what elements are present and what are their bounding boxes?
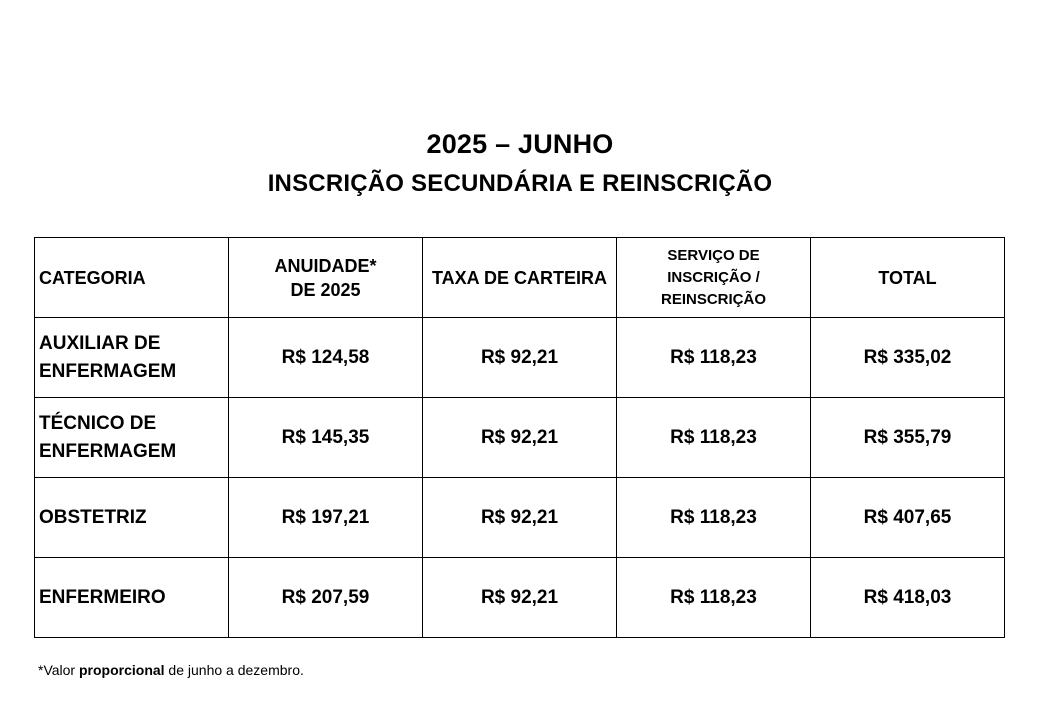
footnote-suffix: de junho a dezembro. xyxy=(164,662,304,678)
table-row xyxy=(35,558,1005,638)
row-category-line1: ENFERMEIRO xyxy=(39,586,166,608)
table-row xyxy=(35,398,1005,478)
row-card-fee: R$ 92,21 xyxy=(423,318,617,398)
table-row xyxy=(35,318,1005,398)
header-annuity-line1: ANUIDADE* xyxy=(274,255,377,276)
row-service: R$ 118,23 xyxy=(617,318,811,398)
header-annuity xyxy=(229,238,423,318)
row-annuity: R$ 207,59 xyxy=(229,558,423,638)
header-card-fee: TAXA DE CARTEIRA xyxy=(423,238,617,318)
row-category-line1: TÉCNICO DE xyxy=(39,412,157,434)
row-total: R$ 355,79 xyxy=(811,398,1005,478)
row-category xyxy=(35,478,229,558)
table-row xyxy=(35,478,1005,558)
header-service-line2: INSCRIÇÃO / xyxy=(667,268,760,286)
header-service xyxy=(617,238,811,318)
row-card-fee: R$ 92,21 xyxy=(423,478,617,558)
row-category-line1: OBSTETRIZ xyxy=(39,506,147,528)
header-total: TOTAL xyxy=(811,238,1005,318)
table-header-row xyxy=(35,238,1005,318)
footnote-emphasis: proporcional xyxy=(78,662,165,678)
row-category-line1: AUXILIAR DE xyxy=(39,332,161,354)
row-category xyxy=(35,558,229,638)
header-annuity-line2: DE 2025 xyxy=(290,279,361,300)
row-service: R$ 118,23 xyxy=(617,478,811,558)
row-annuity: R$ 145,35 xyxy=(229,398,423,478)
footnote xyxy=(38,660,304,680)
title-subject: INSCRIÇÃO SECUNDÁRIA E REINSCRIÇÃO xyxy=(267,170,773,197)
row-annuity: R$ 197,21 xyxy=(229,478,423,558)
row-category-line2: ENFERMAGEM xyxy=(39,360,177,382)
row-category xyxy=(35,318,229,398)
row-service: R$ 118,23 xyxy=(617,398,811,478)
footnote-prefix: *Valor xyxy=(38,662,79,678)
title-year-month: 2025 – JUNHO xyxy=(426,129,614,159)
row-service: R$ 118,23 xyxy=(617,558,811,638)
row-card-fee: R$ 92,21 xyxy=(423,398,617,478)
header-service-line3: REINSCRIÇÃO xyxy=(660,290,766,308)
row-category xyxy=(35,398,229,478)
row-card-fee: R$ 92,21 xyxy=(423,558,617,638)
row-total: R$ 335,02 xyxy=(811,318,1005,398)
row-annuity: R$ 124,58 xyxy=(229,318,423,398)
header-category: CATEGORIA xyxy=(35,238,229,318)
fees-table xyxy=(34,237,1005,638)
row-category-line2: ENFERMAGEM xyxy=(39,440,177,462)
document-title xyxy=(0,124,1040,204)
header-service-line1: SERVIÇO DE xyxy=(667,246,760,264)
row-total: R$ 407,65 xyxy=(811,478,1005,558)
row-total: R$ 418,03 xyxy=(811,558,1005,638)
